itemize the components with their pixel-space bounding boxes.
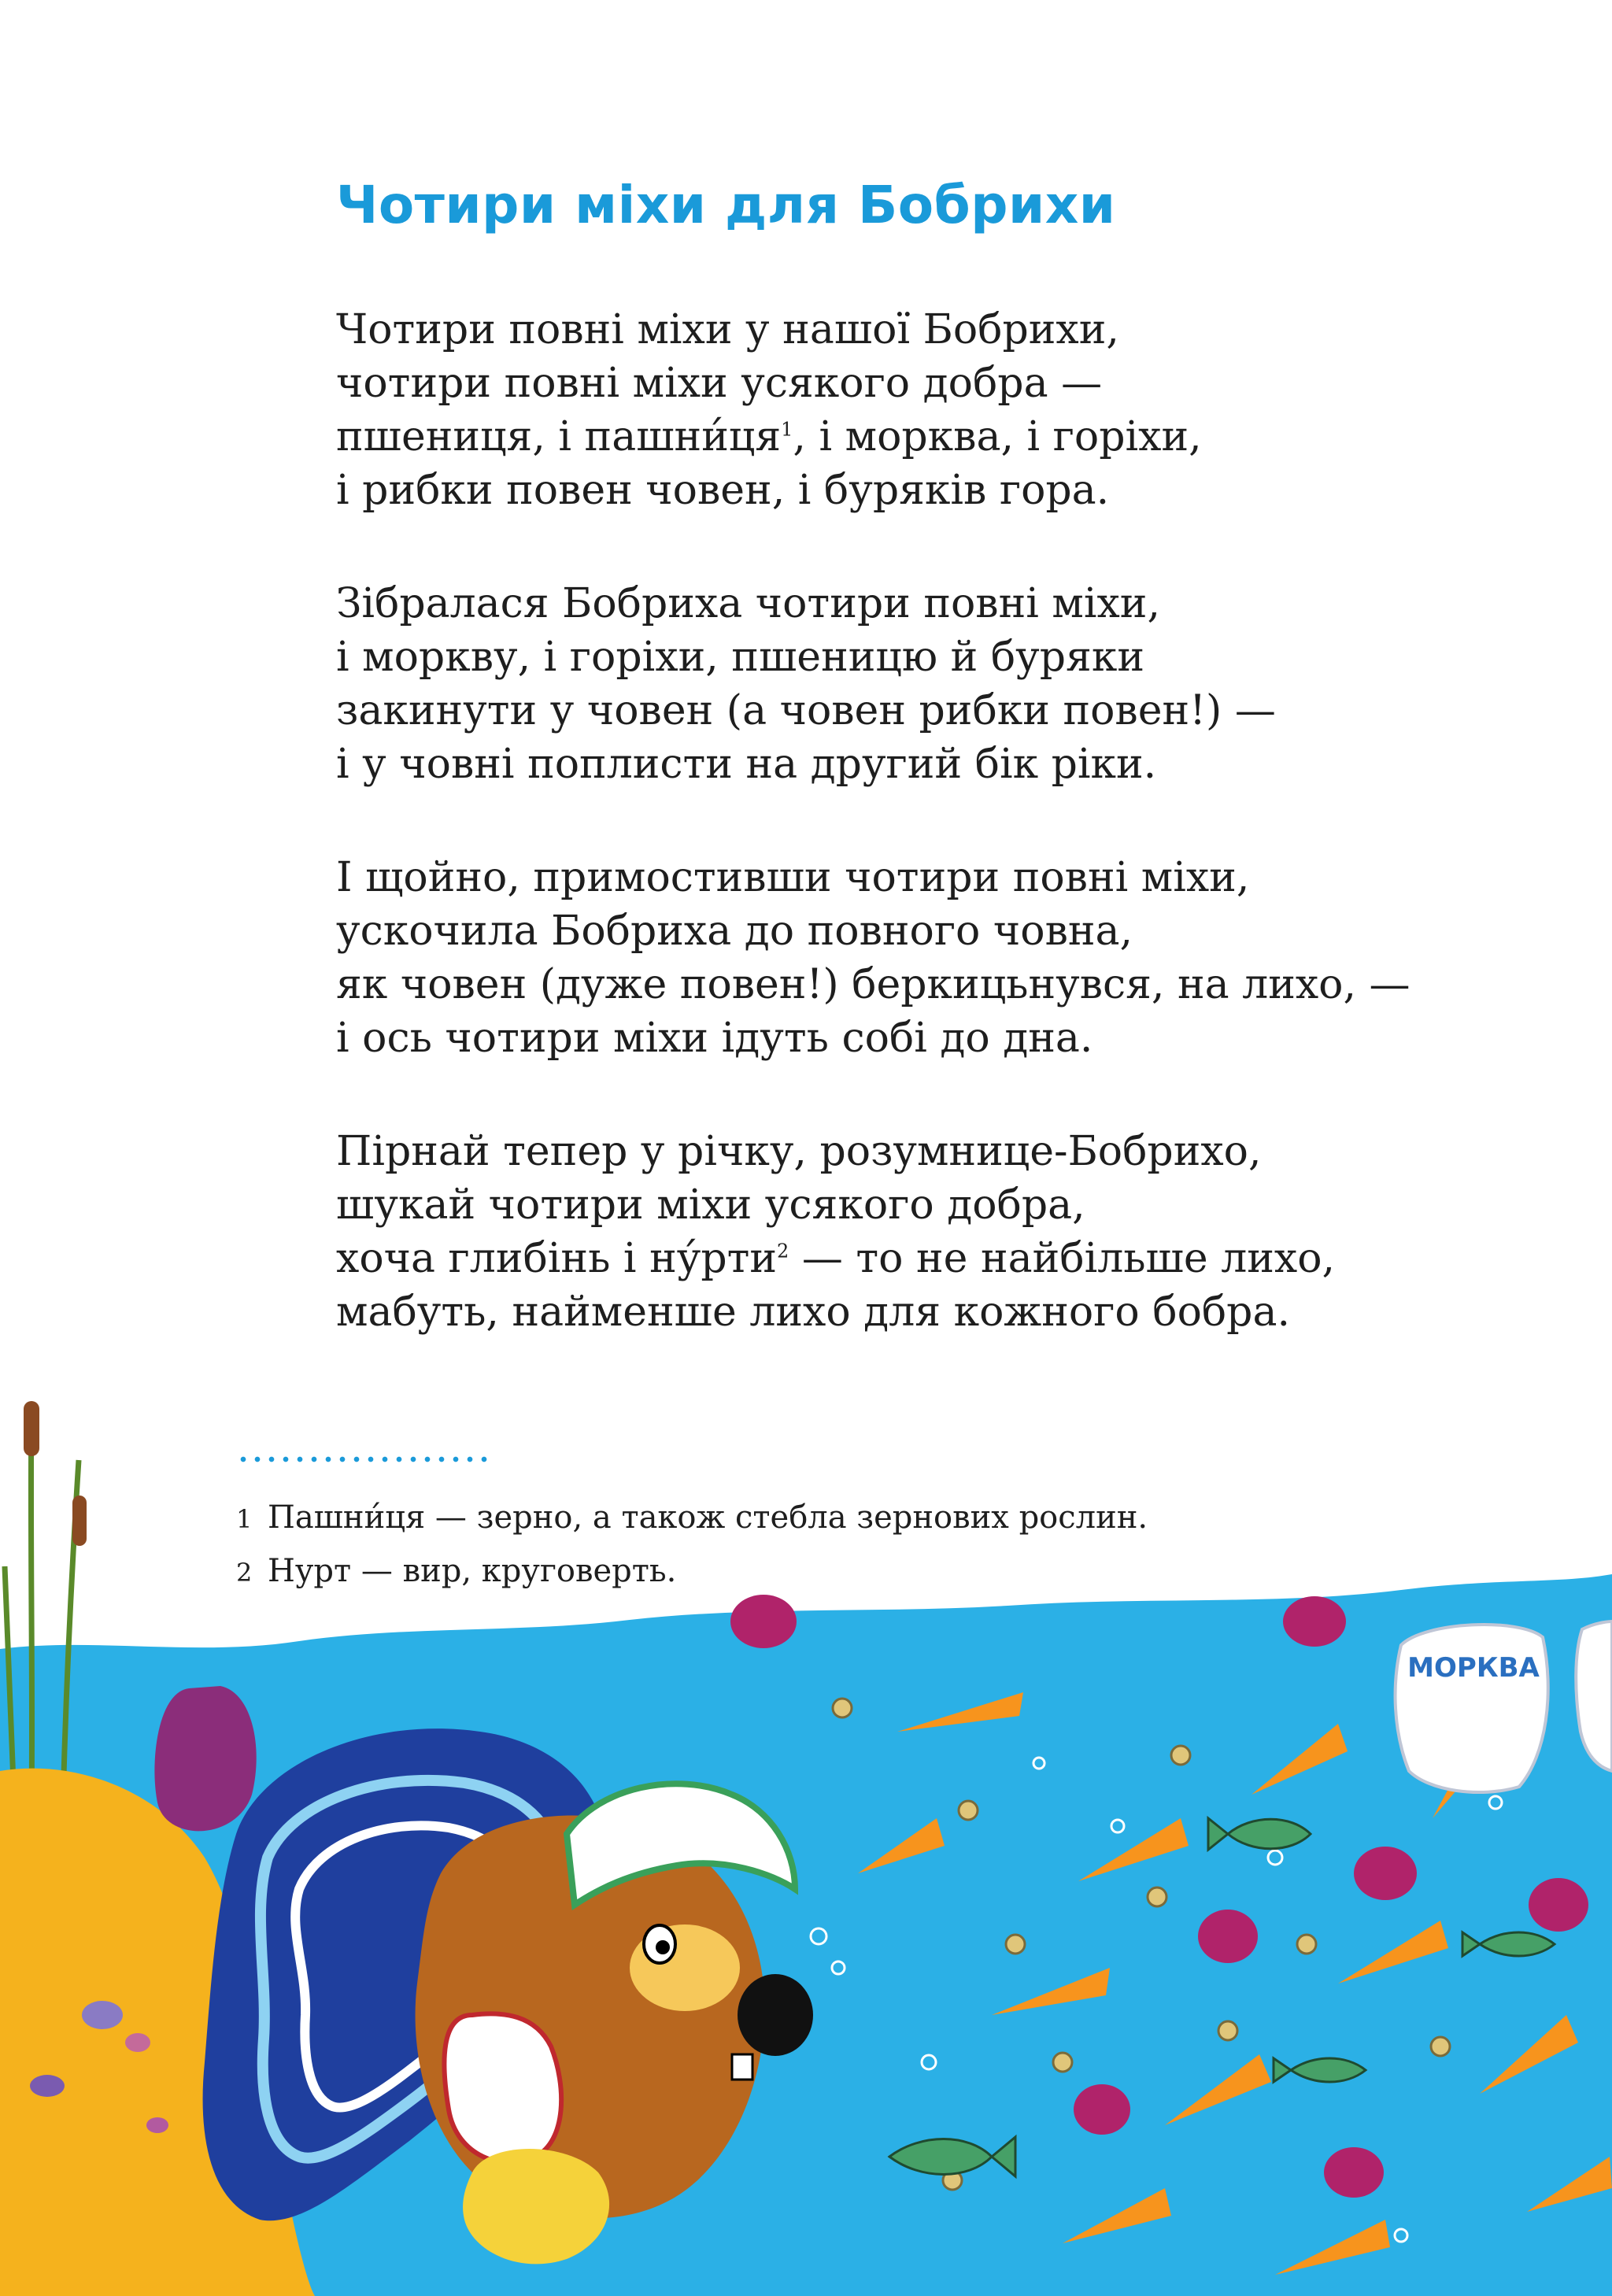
- poem-line: Пірнай тепер у річку, розумнице-Бобрихо,: [336, 1128, 1262, 1175]
- page-title: Чотири міхи для Бобрихи: [336, 175, 1116, 235]
- bundle: [463, 2149, 609, 2264]
- cattail: [72, 1496, 87, 1546]
- stanza: [336, 1125, 1410, 1339]
- poem-line: як човен (дуже повен!) беркицьнувся, на лихо, —: [336, 961, 1410, 1008]
- poem-line: пшениця, і пашни́ця$^1$, і морква, і горіхи,: [336, 413, 1202, 460]
- poem-line: і у човні поплисти на другий бік ріки.: [336, 741, 1157, 788]
- poem-line: І щойно, примостивши чотири повні міхи,: [336, 854, 1250, 901]
- poem-line: Зібралася Бобриха чотири повні міхи,: [336, 580, 1160, 627]
- footnote: 1 Пашни́ця — зерно, а також стебла зернових рослин.: [236, 1499, 1148, 1536]
- poem-line: шукай чотири міхи усякого добра,: [336, 1181, 1085, 1229]
- beet: [154, 1686, 256, 1831]
- river-illustration: [0, 1354, 1612, 2296]
- carrot-sack: [1396, 1625, 1548, 1792]
- stanza: [336, 577, 1410, 791]
- poem-line: і моркву, і горіхи, пшеницю й буряки: [336, 634, 1144, 681]
- stanza: [336, 303, 1410, 517]
- nose: [738, 1974, 813, 2056]
- footnote-ref: 2: [777, 1240, 789, 1263]
- poem-line: закинути у човен (а човен рибки повен!) —: [336, 687, 1276, 734]
- poem: [336, 303, 1410, 1399]
- poem-line: Чотири повні міхи у нашої Бобрихи,: [336, 306, 1119, 353]
- poem-line: чотири повні міхи усякого добра —: [336, 360, 1103, 407]
- poem-line: мабуть, найменше лихо для кожного бобра.: [336, 1288, 1290, 1336]
- stanza: [336, 851, 1410, 1065]
- footnote-ref: 1: [781, 418, 793, 441]
- poem-line: ускочила Бобриха до повного човна,: [336, 908, 1133, 955]
- poem-line: і ось чотири міхи ідуть собі до дна.: [336, 1015, 1093, 1062]
- poem-line: хоча глибінь і ну́рти$^2$ — то не найбільше лихо,: [336, 1235, 1336, 1282]
- poem-line: і рибки повен човен, і буряків гора.: [336, 467, 1110, 514]
- embroidered-sleeve: [444, 2013, 561, 2162]
- teeth: [732, 2054, 752, 2080]
- sack-label: МОРКВА: [1407, 1652, 1540, 1684]
- cattail: [24, 1401, 39, 1456]
- footnote: 2 Нурт — вир, круговерть.: [236, 1553, 677, 1589]
